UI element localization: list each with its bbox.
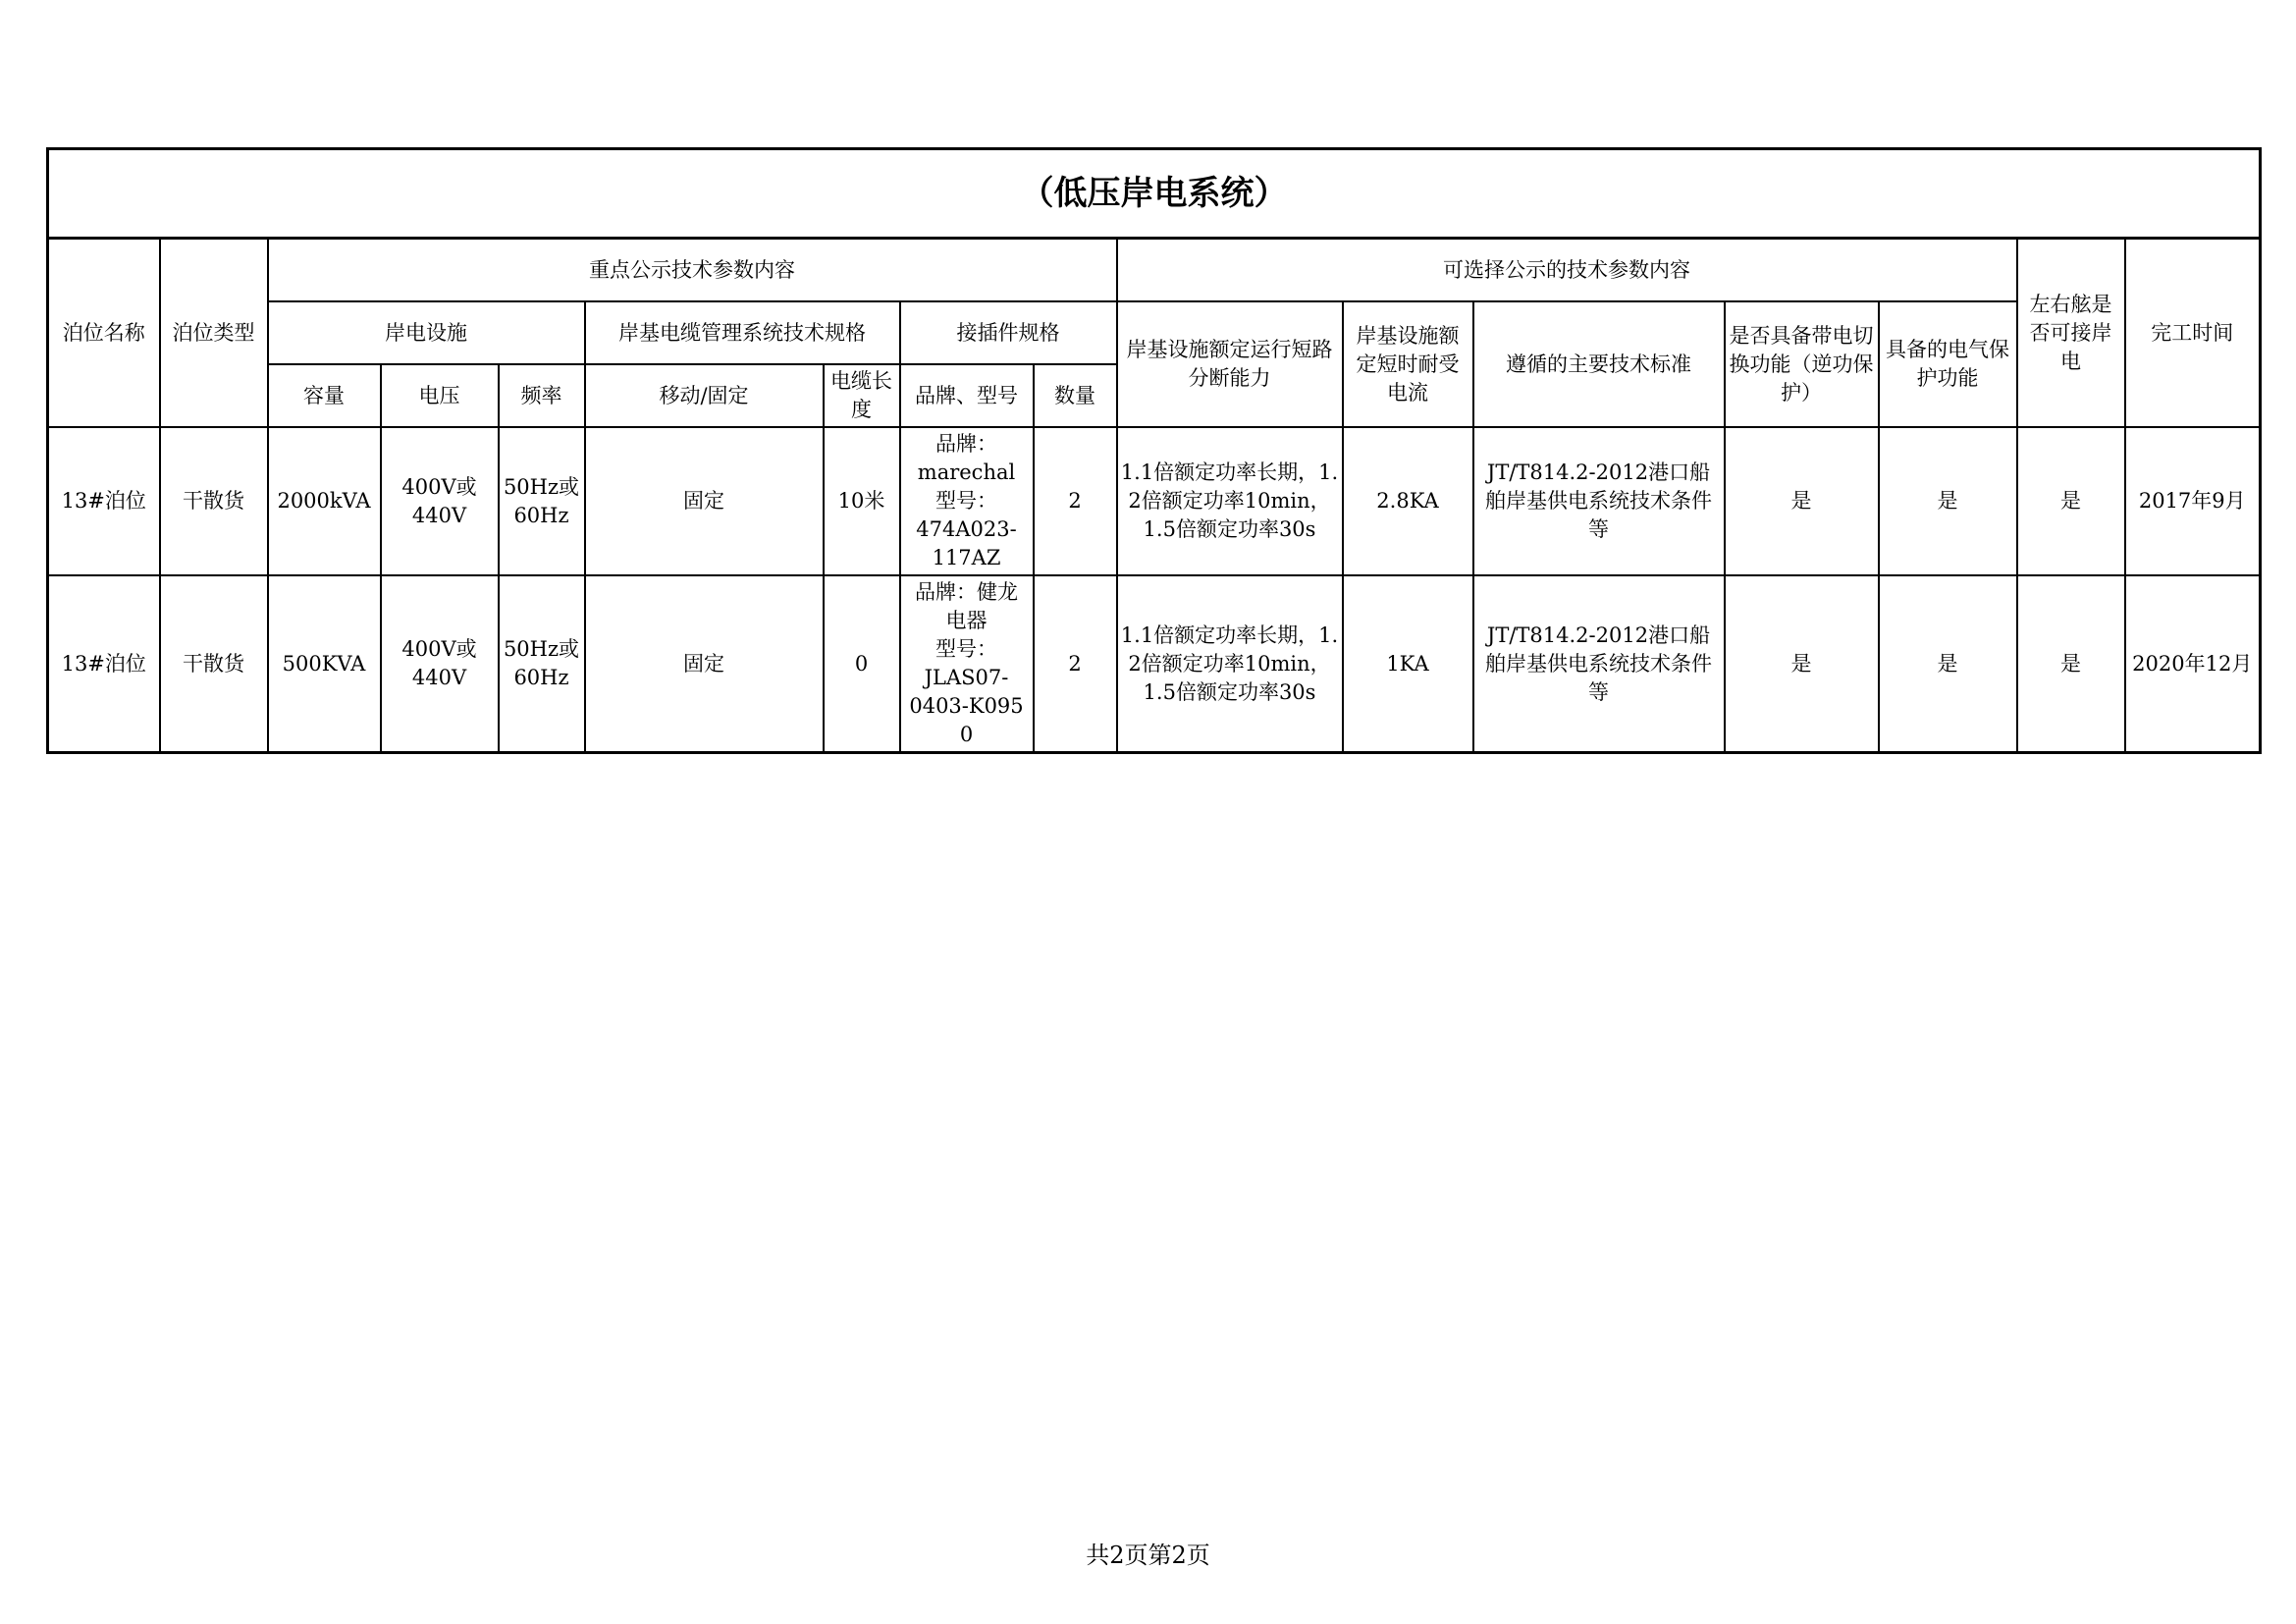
table-row [48, 575, 2261, 753]
cell-quantity: 2 [1034, 427, 1117, 575]
shore-power-table [46, 147, 2262, 754]
header-live-switch: 是否具备带电切换功能（逆功保护） [1725, 301, 1879, 427]
cell-completion: 2020年12月 [2125, 575, 2261, 753]
cell-live-switch: 是 [1725, 575, 1879, 753]
header-key-group: 重点公示技术参数内容 [268, 239, 1117, 302]
cell-standards: JT/T814.2-2012港口船舶岸基供电系统技术条件等 [1473, 575, 1725, 753]
cell-cable-length: 10米 [824, 427, 900, 575]
cell-port-starboard: 是 [2017, 575, 2125, 753]
cell-short-time-current: 2.8KA [1343, 427, 1473, 575]
cell-brand-model: 品牌：健龙 电器 型号： JLAS07- 0403-K0950 [900, 575, 1034, 753]
header-frequency: 频率 [499, 364, 585, 427]
header-quantity: 数量 [1034, 364, 1117, 427]
cell-cable-length: 0 [824, 575, 900, 753]
header-plug-spec: 接插件规格 [900, 301, 1117, 364]
cell-standards: JT/T814.2-2012港口船舶岸基供电系统技术条件等 [1473, 427, 1725, 575]
header-capacity: 容量 [268, 364, 381, 427]
cell-berth-type: 干散货 [160, 427, 268, 575]
cell-brand-model: 品牌： marechal 型号： 474A023- 117AZ [900, 427, 1034, 575]
cell-voltage: 400V或 440V [381, 427, 499, 575]
cell-breaking-capacity: 1.1倍额定功率长期，1.2倍额定功率10min，1.5倍额定功率30s [1117, 427, 1343, 575]
cell-mobile-fixed: 固定 [585, 427, 824, 575]
cell-live-switch: 是 [1725, 427, 1879, 575]
page-footer: 共2页第2页 [1086, 1542, 1210, 1569]
cell-berth-name: 13#泊位 [48, 427, 160, 575]
cell-frequency: 50Hz或 60Hz [499, 427, 585, 575]
header-cable-length: 电缆长度 [824, 364, 900, 427]
cell-port-starboard: 是 [2017, 427, 2125, 575]
header-breaking-capacity: 岸基设施额定运行短路分断能力 [1117, 301, 1343, 427]
cell-protection: 是 [1879, 427, 2017, 575]
header-completion: 完工时间 [2125, 239, 2261, 428]
cell-breaking-capacity: 1.1倍额定功率长期，1.2倍额定功率10min，1.5倍额定功率30s [1117, 575, 1343, 753]
cell-frequency: 50Hz或 60Hz [499, 575, 585, 753]
table-title: （低压岸电系统） [48, 149, 2261, 239]
cell-short-time-current: 1KA [1343, 575, 1473, 753]
header-cable-mgmt: 岸基电缆管理系统技术规格 [585, 301, 900, 364]
header-berth-name: 泊位名称 [48, 239, 160, 428]
header-port-starboard: 左右舷是否可接岸电 [2017, 239, 2125, 428]
cell-quantity: 2 [1034, 575, 1117, 753]
cell-berth-name: 13#泊位 [48, 575, 160, 753]
cell-capacity: 500KVA [268, 575, 381, 753]
header-berth-type: 泊位类型 [160, 239, 268, 428]
header-short-time-current: 岸基设施额定短时耐受电流 [1343, 301, 1473, 427]
cell-completion: 2017年9月 [2125, 427, 2261, 575]
header-protection: 具备的电气保护功能 [1879, 301, 2017, 427]
table-row [48, 427, 2261, 575]
header-mobile-fixed: 移动/固定 [585, 364, 824, 427]
cell-protection: 是 [1879, 575, 2017, 753]
header-optional-group: 可选择公示的技术参数内容 [1117, 239, 2017, 302]
cell-berth-type: 干散货 [160, 575, 268, 753]
cell-mobile-fixed: 固定 [585, 575, 824, 753]
header-standards: 遵循的主要技术标准 [1473, 301, 1725, 427]
header-shore-facility: 岸电设施 [268, 301, 585, 364]
cell-voltage: 400V或 440V [381, 575, 499, 753]
header-voltage: 电压 [381, 364, 499, 427]
cell-capacity: 2000kVA [268, 427, 381, 575]
header-brand-model: 品牌、型号 [900, 364, 1034, 427]
